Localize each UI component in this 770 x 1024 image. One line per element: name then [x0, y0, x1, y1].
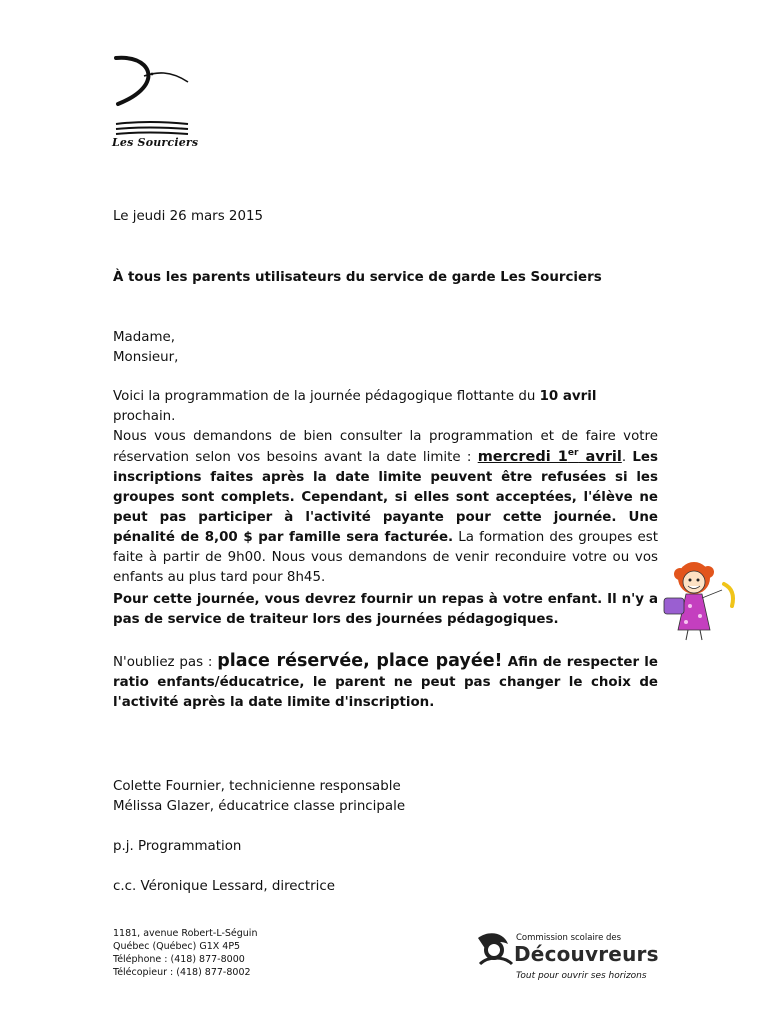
groups-info: La formation des groupes est faite à partir de 9h00. Nous vous demandons de venir reconduire votre ou vos enfants au plus tard pour 8h45.	[113, 530, 658, 585]
salutation-monsieur: Monsieur,	[113, 350, 179, 365]
board-tagline: Tout pour ouvrir ses horizons	[516, 971, 647, 981]
intro-date: 10 avril	[539, 389, 597, 404]
salutation	[113, 328, 658, 368]
reminder-slogan: place réservée, place payée!	[217, 651, 503, 671]
reservation-paragraph	[113, 427, 658, 588]
signatory-1: Colette Fournier, technicienne responsable	[113, 779, 401, 794]
address-city: Québec (Québec) G1X 4P5	[113, 941, 241, 952]
logo-name: Les Sourciers	[112, 136, 199, 149]
attachment-note: p.j. Programmation	[113, 839, 242, 854]
board-label: Commission scolaire des	[516, 933, 622, 943]
reservation-text: Nous vous demandons de bien consulter la programmation et de faire votre réservation selon vos besoins avant la date limite :	[113, 429, 658, 465]
board-name: Découvreurs	[514, 942, 659, 966]
intro-text: Voici la programmation de la journée pédagogique flottante du	[113, 389, 540, 404]
intro-paragraph	[113, 387, 658, 427]
deadline-superscript: er	[567, 448, 579, 459]
cc-note: c.c. Véronique Lessard, directrice	[113, 879, 335, 894]
penalty-notice: Les inscriptions faites après la date limite peuvent être refusées si les groupes sont complets. Cependant, si elles sont acceptées, l'élève ne peut pas participer à l'activité payante pour cette journée. Une pénalité de 8,00 $ par famille sera facturée.	[113, 450, 658, 545]
reminder-paragraph	[113, 651, 658, 713]
signatures	[113, 777, 658, 817]
deadline-period: .	[621, 450, 627, 465]
reminder-prefix: N'oubliez pas :	[113, 655, 218, 670]
letter-subject: À tous les parents utilisateurs du service de garde Les Sourciers	[113, 270, 602, 285]
reminder-rule: Afin de respecter le ratio enfants/éducatrice, le parent ne peut pas changer le choix de l'activité après la date limite d'inscription.	[113, 655, 658, 710]
letter-date: Le jeudi 26 mars 2015	[113, 209, 264, 224]
school-address	[113, 927, 257, 979]
salutation-madame: Madame,	[113, 330, 176, 345]
meal-notice: Pour cette journée, vous devrez fournir un repas à votre enfant. Il n'y a pas de service de traiteur lors des journées pédagogiques.	[113, 592, 658, 627]
address-phone: Téléphone : (418) 877-8000	[113, 954, 245, 965]
intro-text-end: prochain.	[113, 409, 176, 424]
deadline-date	[478, 449, 622, 465]
deadline-day: mercredi 1	[477, 449, 568, 465]
signatory-2: Mélissa Glazer, éducatrice classe principale	[113, 799, 406, 814]
girl-with-lunchbox-icon	[656, 560, 752, 646]
deadline-month: avril	[578, 449, 622, 465]
address-fax: Télécopieur : (418) 877-8002	[113, 967, 251, 978]
address-street: 1181, avenue Robert-L-Séguin	[113, 928, 258, 939]
